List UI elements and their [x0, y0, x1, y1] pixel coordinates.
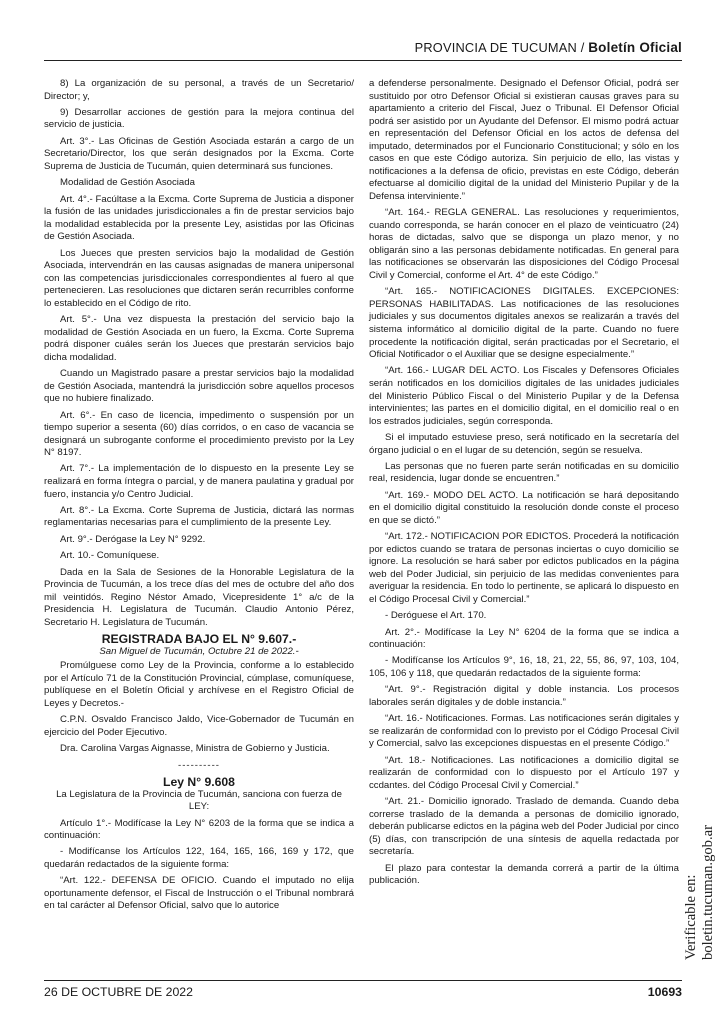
paragraph: C.P.N. Osvaldo Francisco Jaldo, Vice-Gobernador de Tucumán en ejercicio del Poder Ejecutivo. [44, 714, 354, 738]
footer-date: 26 DE OCTUBRE DE 2022 [44, 985, 193, 999]
header-rule [44, 60, 682, 61]
paragraph: “Art. 21.- Domicilio ignorado. Traslado de demanda. Cuando deba correrse traslado de la demanda a personas de domicilio ignorado, deberán publicarse edictos en la página web del Poder Judicial por cinco (5) días, con transcripción de una síntesis de aquella redactada por secretaría. [369, 796, 679, 858]
registered-place-date: San Miguel de Tucumán, Octubre 21 de 2022.- [99, 645, 299, 657]
paragraph: “Art. 165.- NOTIFICACIONES DIGITALES. EXCEPCIONES: PERSONAS HABILITADAS. Las notificaciones de las resoluciones judiciales y sus documentos digitales anexos se realizarán a través del sistema informático al domicilio digital de la parte. Cuando no fuere procedente la notificación digital, serán practicadas por el Secretario, el Oficial Notificador o el Auxiliar que se designe especialmente.” [369, 286, 679, 361]
paragraph: Art. 8°.- La Excma. Corte Suprema de Justicia, dictará las normas reglamentarias necesarias para el cumplimiento de la presente Ley. [44, 504, 354, 529]
law-heading: Ley N° 9.608 [163, 775, 235, 790]
paragraph: - Modifícanse los Artículos 9°, 16, 18, 21, 22, 55, 86, 97, 103, 104, 105, 106 y 118, que quedarán redactados de la siguiente forma: [369, 655, 679, 680]
paragraph: Promúlguese como Ley de la Provincia, conforme a lo establecido por el Artículo 71 de la Constitución Provincial, cúmplase, comuníquese, publíquese en el Boletín Oficial y archívese en el Registro Oficial de Leyes y Decretos.- [44, 660, 354, 709]
paragraph: “Art. 18.- Notificaciones. Las notificaciones a domicilio digital se realizarán de conformidad con lo dispuesto por el Artículo 197 y ccdantes. del Código Procesal Civil y Comercial.” [369, 754, 679, 791]
paragraph: “Art. 166.- LUGAR DEL ACTO. Los Fiscales y Defensores Oficiales serán notificados en los domicilios digitales de las unidades judiciales del Ministerio Público Fiscal o del Ministerio Pupilar y de la Defensa intervinientes; las partes en el domicilio digital, en el domicilio real o en los estrados judiciales, según corresponda. [369, 365, 679, 427]
paragraph: Si el imputado estuviese preso, será notificado en la secretaría del órgano judicial o en el lugar de su detención, según se resuelva. [369, 431, 679, 456]
registered-heading: REGISTRADA BAJO EL N° 9.607.- [101, 632, 297, 647]
paragraph: Artículo 1°.- Modifícase la Ley N° 6203 de la forma que se indica a continuación: [44, 817, 354, 842]
paragraph: Cuando un Magistrado pasare a prestar servicios bajo la modalidad de Gestión Asociada, mantendrá la jurisdicción sobre aquellos procesos que no hubiere finalizado. [44, 368, 354, 405]
paragraph: “Art. 9°.- Registración digital y doble instancia. Los procesos laborales serán digitales y de doble instancia.” [369, 684, 679, 708]
paragraph: Art. 2°.- Modifícase la Ley N° 6204 de la forma que se indica a continuación: [369, 626, 679, 651]
paragraph: Art. 5°.- Una vez dispuesta la prestación del servicio bajo la modalidad de Gestión Asociada en un fuero, la Excma. Corte Suprema podrá disponer cuáles serán los Jueces que prestarán servicios bajo dicha modalidad. [44, 314, 354, 363]
paragraph: “Art. 164.- REGLA GENERAL. Las resoluciones y requerimientos, cuando corresponda, se harán conocer en el plazo de veinticuatro (24) horas de dictadas, salvo que se disponga un plazo menor, y no obligarán sino a las personas debidamente notificadas. En general para las notificaciones se observarán las disposiciones del Código Procesal Civil y Comercial, conforme el Art. 4° de este Código.” [369, 207, 679, 281]
paragraph: Art. 4°.- Facúltase a la Excma. Corte Suprema de Justicia a disponer la fusión de las unidades jurisdiccionales a fin de prestar servicios bajo la modalidad establecida por la presente Ley, asistidas por las Oficinas de Gestión Asociada. [44, 193, 354, 243]
paragraph: - Deróguese el Art. 170. [385, 610, 487, 622]
page-number: 10693 [647, 985, 682, 999]
left-column [44, 78, 354, 917]
law-intro: La Legislatura de la Provincia de Tucumán, sanciona con fuerza de [56, 788, 342, 800]
paragraph: Art. 6°.- En caso de licencia, impedimento o suspensión por un tiempo superior a sesenta (60) días corridos, o en caso de vacancia se designará un subrogante conforme el procedimiento previsto por la Ley N° 8197. [44, 409, 354, 459]
paragraph: a defenderse personalmente. Designado el Defensor Oficial, podrá ser sustituido por otro Defensor Oficial si existieran causas graves para su apartamiento a criterio del Fiscal, Juez o Tribunal. El Defensor Oficial podrá ser asistido por un Ayudante del Defensor. El mismo podrá actuar en representación del Defensor Oficial en los actos de defensa del imputado, determinados por el Funcionario Constitucional; y sólo en los casos en que este Código autoriza. Sin perjuicio de ello, las vistas y notificaciones a la defensa de oficio, previstas en este Código, deberán efectuarse al domicilio digital de la unidad del Ministerio Pupilar y de la Defensa interviniente.” [369, 78, 679, 202]
verification-line-1: Verificable en: [683, 874, 699, 960]
section-title: Modalidad de Gestión Asociada [60, 177, 195, 189]
paragraph: Dada en la Sala de Sesiones de la Honorable Legislatura de la Provincia de Tucumán, a los trece días del mes de octubre del año dos mil veintidós. Regino Néstor Amado, Vicepresidente 1° a/c de la Presidencia H. Legislatura de Tucumán. Claudio Antonio Pérez, Secretario H. Legislatura de Tucumán. [44, 566, 354, 628]
right-column [369, 78, 679, 892]
law-ley-label: LEY: [188, 801, 210, 813]
separator: ---------- [178, 759, 220, 771]
paragraph: Art. 9°.- Derógase la Ley N° 9292. [60, 533, 206, 545]
paragraph: Las personas que no fueren parte serán notificadas en su domicilio real, residencia, lugar donde se encuentren.” [369, 460, 679, 485]
paragraph: “Art. 122.- DEFENSA DE OFICIO. Cuando el imputado no elija oportunamente defensor, el Fiscal de Instrucción o el Tribunal nombrará en tal carácter al Defensor Oficial, salvo que lo autorice [44, 875, 354, 912]
paragraph: Los Jueces que presten servicios bajo la modalidad de Gestión Asociada, intervendrán en las causas asignadas de manera unipersonal con las competencias jurisdiccionales correspondientes al fuero al que pertenecieren. Las resoluciones que dictaren serán recurribles conforme lo establecido en el Código de rito. [44, 247, 354, 309]
paragraph: 9) Desarrollar acciones de gestión para la mejora continua del servicio de justicia. [44, 106, 354, 131]
paragraph: El plazo para contestar la demanda correrá a partir de la última publicación. [369, 862, 679, 887]
paragraph: Dra. Carolina Vargas Aignasse, Ministra de Gobierno y Justicia. [60, 743, 330, 755]
header-province: PROVINCIA DE TUCUMAN / [414, 40, 585, 55]
paragraph: Art. 10.- Comuníquese. [60, 550, 160, 562]
paragraph: “Art. 169.- MODO DEL ACTO. La notificación se hará depositando en el domicilio digital constituido la resolución donde conste el proceso en que se dictó.” [369, 489, 679, 526]
paragraph: 8) La organización de su personal, a través de un Secretario/ Director; y, [44, 78, 354, 102]
paragraph: Art. 3°.- Las Oficinas de Gestión Asociada estarán a cargo de un Secretario/Director, los que serán designados por la Excma. Corte Suprema de Justicia de Tucumán, quien determinará sus funciones. [44, 135, 354, 172]
paragraph: Art. 7°.- La implementación de lo dispuesto en la presente Ley se realizará en forma íntegra o parcial, y de manera paulatina y gradual por fuero, instancia y/o Centro Judicial. [44, 463, 354, 500]
footer-rule [44, 980, 682, 981]
verification-link[interactable]: boletin.tucuman.gob.ar [700, 825, 716, 960]
page-header [44, 40, 682, 55]
header-publication: Boletín Oficial [588, 40, 682, 55]
paragraph: “Art. 16.- Notificaciones. Formas. Las notificaciones serán digitales y se realizarán de conformidad con lo previsto por el Código Procesal Civil y Comercial, salvo las excepciones dispuestas en el presente Código.” [369, 713, 679, 750]
paragraph: “Art. 172.- NOTIFICACION POR EDICTOS. Procederá la notificación por edictos cuando se tratara de personas inciertas o cuyo domicilio se ignore. La resolución se hará saber por edictos publicados en la página web del Poder Judicial, sin perjuicio de las medidas convenientes para averiguar la residencia. En todo lo pertinente, se aplicará lo dispuesto en el Código Procesal Civil y Comercial.” [369, 531, 679, 605]
paragraph: - Modifícanse los Artículos 122, 164, 165, 166, 169 y 172, que quedarán redactados de la siguiente forma: [44, 846, 354, 870]
